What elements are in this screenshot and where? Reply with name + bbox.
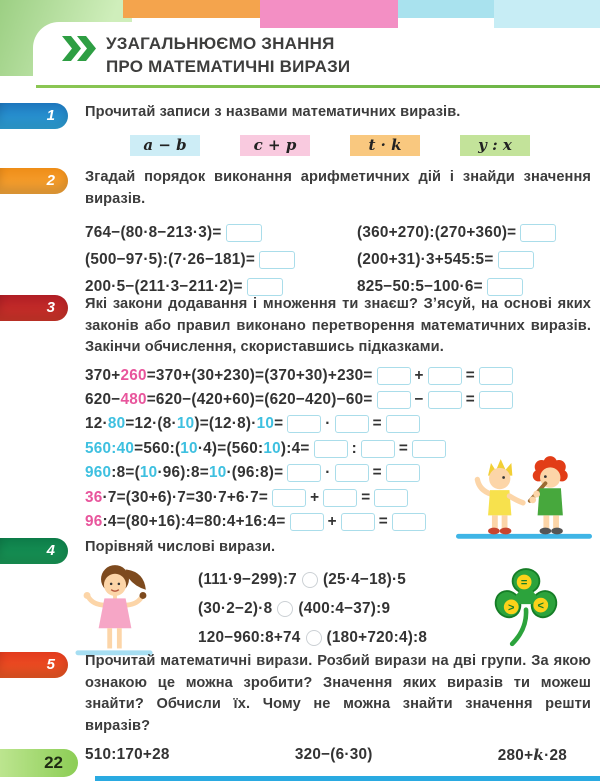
math-text: − bbox=[414, 391, 424, 409]
math-text: 320−(6·30) bbox=[294, 746, 373, 763]
math-text: 80 bbox=[107, 415, 126, 433]
clover-illustration bbox=[490, 563, 562, 649]
task-number-badge: 2 bbox=[0, 168, 68, 194]
math-text: + bbox=[327, 513, 337, 531]
task-text: Згадай порядок виконання арифметичних дій і знайди значення виразів. bbox=[85, 169, 591, 207]
math-text: 10 bbox=[263, 439, 281, 457]
answer-box[interactable] bbox=[377, 391, 411, 409]
answer-box[interactable] bbox=[287, 464, 321, 482]
math-text: = bbox=[465, 391, 475, 409]
task2-expressions bbox=[85, 219, 600, 300]
answer-box[interactable] bbox=[412, 440, 446, 458]
math-text: 960 bbox=[85, 464, 112, 482]
answer-box[interactable] bbox=[377, 367, 411, 385]
answer-box[interactable] bbox=[226, 224, 262, 242]
task-text: Прочитай математичні вирази. Розбий вирази на дві групи. За якою ознакою це можна зробити? Значення яких виразів ти можеш знайти? Обчисли їх. Чому не можна знайти значення решти виразів? bbox=[85, 653, 591, 734]
math-text: 96 bbox=[85, 513, 103, 531]
expression-chip: c + p bbox=[240, 135, 310, 156]
math-text: + bbox=[414, 366, 424, 384]
math-text: ·28 bbox=[544, 747, 567, 764]
math-text: 10 bbox=[139, 464, 158, 482]
math-text: = bbox=[372, 415, 382, 433]
answer-box[interactable] bbox=[428, 367, 462, 385]
math-text: ):4= bbox=[280, 439, 310, 457]
math-text: (400:4−37):9 bbox=[298, 600, 391, 617]
math-text: (111·9−299):7 bbox=[198, 571, 297, 588]
answer-box[interactable] bbox=[479, 367, 513, 385]
expression bbox=[85, 746, 170, 765]
math-text: 560:40 bbox=[85, 439, 135, 457]
math-text: =560:( bbox=[134, 439, 181, 457]
answer-box[interactable] bbox=[341, 513, 375, 531]
task-number-badge: 5 bbox=[0, 652, 68, 678]
math-text: 620− bbox=[85, 391, 121, 409]
answer-box[interactable] bbox=[287, 415, 321, 433]
top-border-cyan-light bbox=[398, 0, 494, 18]
equation-row bbox=[85, 388, 600, 412]
expression bbox=[85, 251, 357, 269]
math-text: ·4)=(560: bbox=[197, 439, 264, 457]
math-text: + bbox=[310, 488, 320, 506]
math-text: =370+(30+230)=(370+30)+230= bbox=[146, 366, 373, 384]
top-border-pink bbox=[260, 0, 398, 28]
expression-row bbox=[85, 246, 600, 273]
task-text: Прочитай записи з назвами математичних виразів. bbox=[85, 104, 461, 120]
expression bbox=[85, 278, 357, 296]
answer-box[interactable] bbox=[374, 489, 408, 507]
task5-expressions bbox=[85, 746, 567, 765]
math-text: 764−(80·8−213·3)= bbox=[85, 223, 222, 241]
math-text: = bbox=[378, 513, 388, 531]
task-1 bbox=[0, 102, 600, 156]
girl-illustration bbox=[62, 557, 168, 659]
equation-row bbox=[85, 412, 600, 436]
expression bbox=[357, 278, 523, 296]
answer-box[interactable] bbox=[428, 391, 462, 409]
math-text: (200+31)·3+545:5= bbox=[357, 250, 494, 268]
answer-box[interactable] bbox=[498, 251, 534, 269]
expression-chip: t · k bbox=[350, 135, 420, 156]
expression-chip: y : x bbox=[460, 135, 530, 156]
math-text: 280+ bbox=[497, 747, 534, 764]
page-header bbox=[62, 32, 350, 78]
math-text: 260 bbox=[120, 366, 147, 384]
math-text: =12·(8· bbox=[125, 415, 177, 433]
math-text: :8=( bbox=[111, 464, 140, 482]
bottom-strip bbox=[95, 776, 600, 781]
answer-box[interactable] bbox=[386, 464, 420, 482]
page-number-badge: 22 bbox=[0, 749, 78, 777]
task-text: Порівняй числові вирази. bbox=[85, 539, 276, 555]
math-text: : bbox=[351, 439, 357, 457]
math-text: 10 bbox=[180, 439, 198, 457]
answer-box[interactable] bbox=[487, 278, 523, 296]
header-divider bbox=[36, 85, 600, 88]
math-text: = bbox=[465, 366, 475, 384]
task-2 bbox=[0, 167, 600, 300]
math-text: (180+720:4):8 bbox=[326, 629, 428, 646]
task-number-badge: 1 bbox=[0, 103, 68, 129]
answer-box[interactable] bbox=[290, 513, 324, 531]
expression bbox=[357, 251, 534, 269]
math-text: k bbox=[533, 746, 545, 764]
math-text: (500−97·5):(7·26−181)= bbox=[85, 250, 256, 268]
page-title-line2: ПРО МАТЕМАТИЧНІ ВИРАЗИ bbox=[106, 57, 351, 76]
page-title bbox=[106, 32, 350, 78]
math-text: ·7=(30+6)·7=30·7+6·7= bbox=[102, 488, 269, 506]
expression bbox=[295, 746, 373, 765]
children-illustration bbox=[456, 451, 592, 541]
expression bbox=[357, 224, 556, 242]
math-text: :4=(80+16):4=80:4+16:4= bbox=[102, 513, 286, 531]
math-text: (360+270):(270+360)= bbox=[357, 223, 517, 241]
math-text: · bbox=[325, 415, 331, 433]
math-text: 12· bbox=[85, 415, 108, 433]
math-text: = bbox=[274, 415, 284, 433]
math-text: ·96):8= bbox=[157, 464, 209, 482]
expression-chips bbox=[130, 135, 600, 156]
clover-symbol-greater: > bbox=[507, 602, 515, 615]
answer-box[interactable] bbox=[247, 278, 283, 296]
answer-box[interactable] bbox=[386, 415, 420, 433]
math-text: = bbox=[398, 439, 409, 457]
math-text: 510:170+28 bbox=[85, 746, 170, 763]
math-text: (30·2−2)·8 bbox=[198, 600, 273, 617]
clover-symbol-equal: = bbox=[520, 577, 528, 590]
answer-box[interactable] bbox=[520, 224, 556, 242]
answer-box[interactable] bbox=[323, 489, 357, 507]
clover-symbol-less: < bbox=[537, 600, 545, 613]
equation-row bbox=[85, 364, 600, 388]
expression bbox=[85, 224, 357, 242]
expression-row bbox=[85, 219, 600, 246]
math-text: 370+ bbox=[85, 366, 121, 384]
math-text: = bbox=[361, 488, 371, 506]
math-text: )=(12·8)· bbox=[194, 415, 257, 433]
math-text: 120−960:8+74 bbox=[198, 629, 301, 646]
math-text: · bbox=[325, 464, 331, 482]
task-text: Які закони додавання і множення ти знаєш? Зʼясуй, на основі яких законів або правил виконано перетворення математичних виразів. Закінчи обчислення, скориставшись підказками. bbox=[85, 296, 591, 355]
answer-box[interactable] bbox=[392, 513, 426, 531]
math-text: 480 bbox=[120, 391, 147, 409]
math-text: =620−(420+60)=(620−420)−60= bbox=[146, 391, 373, 409]
top-border-orange bbox=[123, 0, 260, 18]
math-text: 10 bbox=[256, 415, 275, 433]
page-title-line1: УЗАГАЛЬНЮЄМО ЗНАННЯ bbox=[106, 34, 335, 53]
math-text: = bbox=[372, 464, 382, 482]
math-text: ·(96:8)= bbox=[226, 464, 284, 482]
task-number-badge: 4 bbox=[0, 538, 68, 564]
answer-box[interactable] bbox=[314, 440, 348, 458]
comparison-circle[interactable] bbox=[277, 601, 293, 617]
math-text: 200·5−(211·3−211·2)= bbox=[85, 277, 243, 295]
double-chevron-icon bbox=[62, 36, 96, 61]
expression bbox=[498, 746, 567, 765]
answer-box[interactable] bbox=[335, 415, 369, 433]
math-text: 10 bbox=[176, 415, 195, 433]
task-4 bbox=[0, 537, 600, 653]
task-number-badge: 3 bbox=[0, 295, 68, 321]
answer-box[interactable] bbox=[479, 391, 513, 409]
answer-box[interactable] bbox=[272, 489, 306, 507]
task-3 bbox=[0, 294, 600, 534]
comparison-circle[interactable] bbox=[302, 572, 318, 588]
task-5 bbox=[0, 651, 600, 765]
expression-chip: a − b bbox=[130, 135, 200, 156]
comparison-circle[interactable] bbox=[306, 630, 322, 646]
answer-box[interactable] bbox=[335, 464, 369, 482]
top-border-cyan bbox=[494, 0, 600, 28]
math-text: (25·4−18)·5 bbox=[322, 571, 407, 588]
answer-box[interactable] bbox=[259, 251, 295, 269]
math-text: 36 bbox=[85, 488, 103, 506]
math-text: 10 bbox=[208, 464, 227, 482]
answer-box[interactable] bbox=[361, 440, 395, 458]
math-text: 825−50:5−100·6= bbox=[357, 277, 483, 295]
